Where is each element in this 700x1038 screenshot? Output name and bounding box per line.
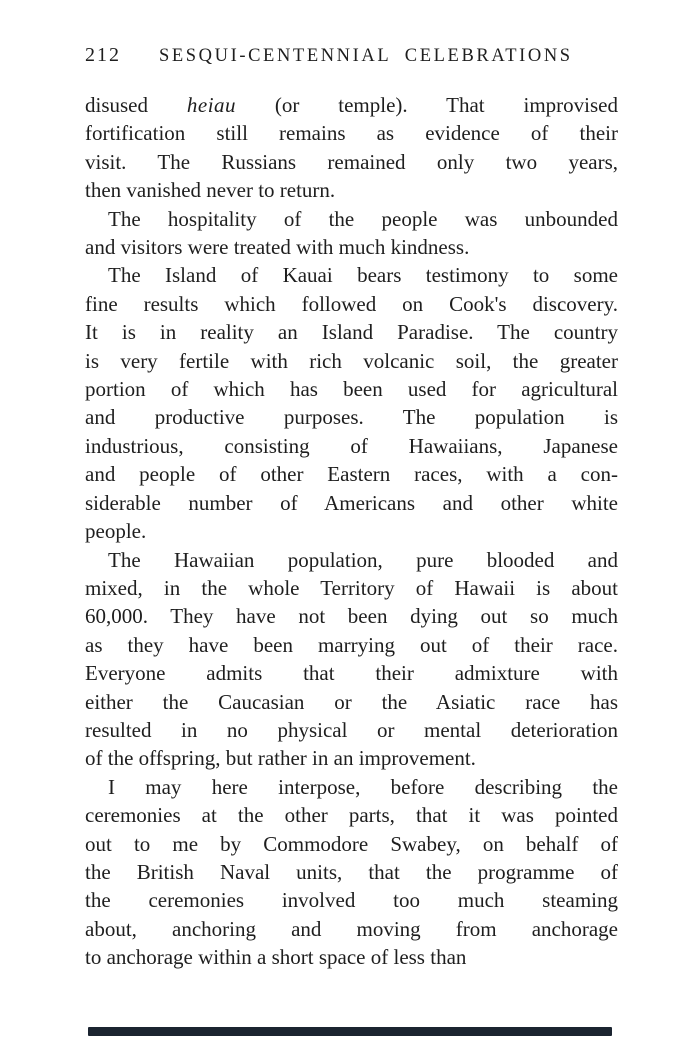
page-header	[85, 44, 618, 67]
text-line: as they have been marrying out of their race.	[85, 632, 618, 657]
page-body	[85, 91, 618, 972]
text-line: portion of which has been used for agricultural	[85, 377, 618, 402]
text-line: either the Caucasian or the Asiatic race has	[85, 689, 618, 714]
paragraph	[85, 91, 618, 205]
paragraph	[85, 546, 618, 773]
text-line: fortification still remains as evidence of their	[85, 121, 618, 146]
text-line: The Hawaiian population, pure blooded and	[108, 547, 618, 572]
text-line: It is in reality an Island Paradise. The country	[85, 320, 618, 345]
text-line: the British Naval units, that the programme of	[85, 859, 618, 884]
text-line: and visitors were treated with much kindness.	[85, 235, 470, 260]
text-line: visit. The Russians remained only two years,	[85, 149, 618, 174]
text-line: people.	[85, 519, 147, 544]
text-line: disused heiau (or temple). That improvised	[85, 93, 618, 117]
running-title: SESQUI-CENTENNIAL CELEBRATIONS	[159, 46, 573, 66]
text-line: I may here interpose, before describing the	[108, 774, 618, 799]
paragraph	[85, 773, 618, 972]
text-line: The Island of Kauai bears testimony to some	[108, 263, 618, 288]
text-line: ceremonies at the other parts, that it was pointed	[85, 803, 618, 828]
text-line: then vanished never to return.	[85, 178, 336, 203]
text-line: of the offspring, but rather in an improvement.	[85, 746, 476, 771]
text-line: is very fertile with rich volcanic soil, the greater	[85, 348, 618, 373]
paragraph	[85, 205, 618, 262]
scan-artifact-bar	[88, 1027, 612, 1036]
text-line: and people of other Eastern races, with a con-	[85, 462, 618, 487]
text-line: the ceremonies involved too much steaming	[85, 888, 618, 913]
text-line: out to me by Commodore Swabey, on behalf of	[85, 831, 618, 856]
page-number: 212	[85, 44, 121, 66]
text-line: industrious, consisting of Hawaiians, Japanese	[85, 433, 618, 458]
text-line: and productive purposes. The population is	[85, 405, 618, 430]
text-line: resulted in no physical or mental deterioration	[85, 717, 618, 742]
text-line: Everyone admits that their admixture with	[85, 661, 618, 686]
text-line: fine results which followed on Cook's discovery.	[85, 291, 618, 316]
text-line: siderable number of Americans and other white	[85, 490, 618, 515]
text-line: mixed, in the whole Territory of Hawaii is about	[85, 575, 618, 600]
text-line: to anchorage within a short space of less than	[85, 945, 467, 970]
paragraph	[85, 261, 618, 545]
text-line: The hospitality of the people was unbounded	[108, 206, 618, 231]
text-line: 60,000. They have not been dying out so much	[85, 604, 618, 629]
text-line: about, anchoring and moving from anchorage	[85, 916, 618, 941]
